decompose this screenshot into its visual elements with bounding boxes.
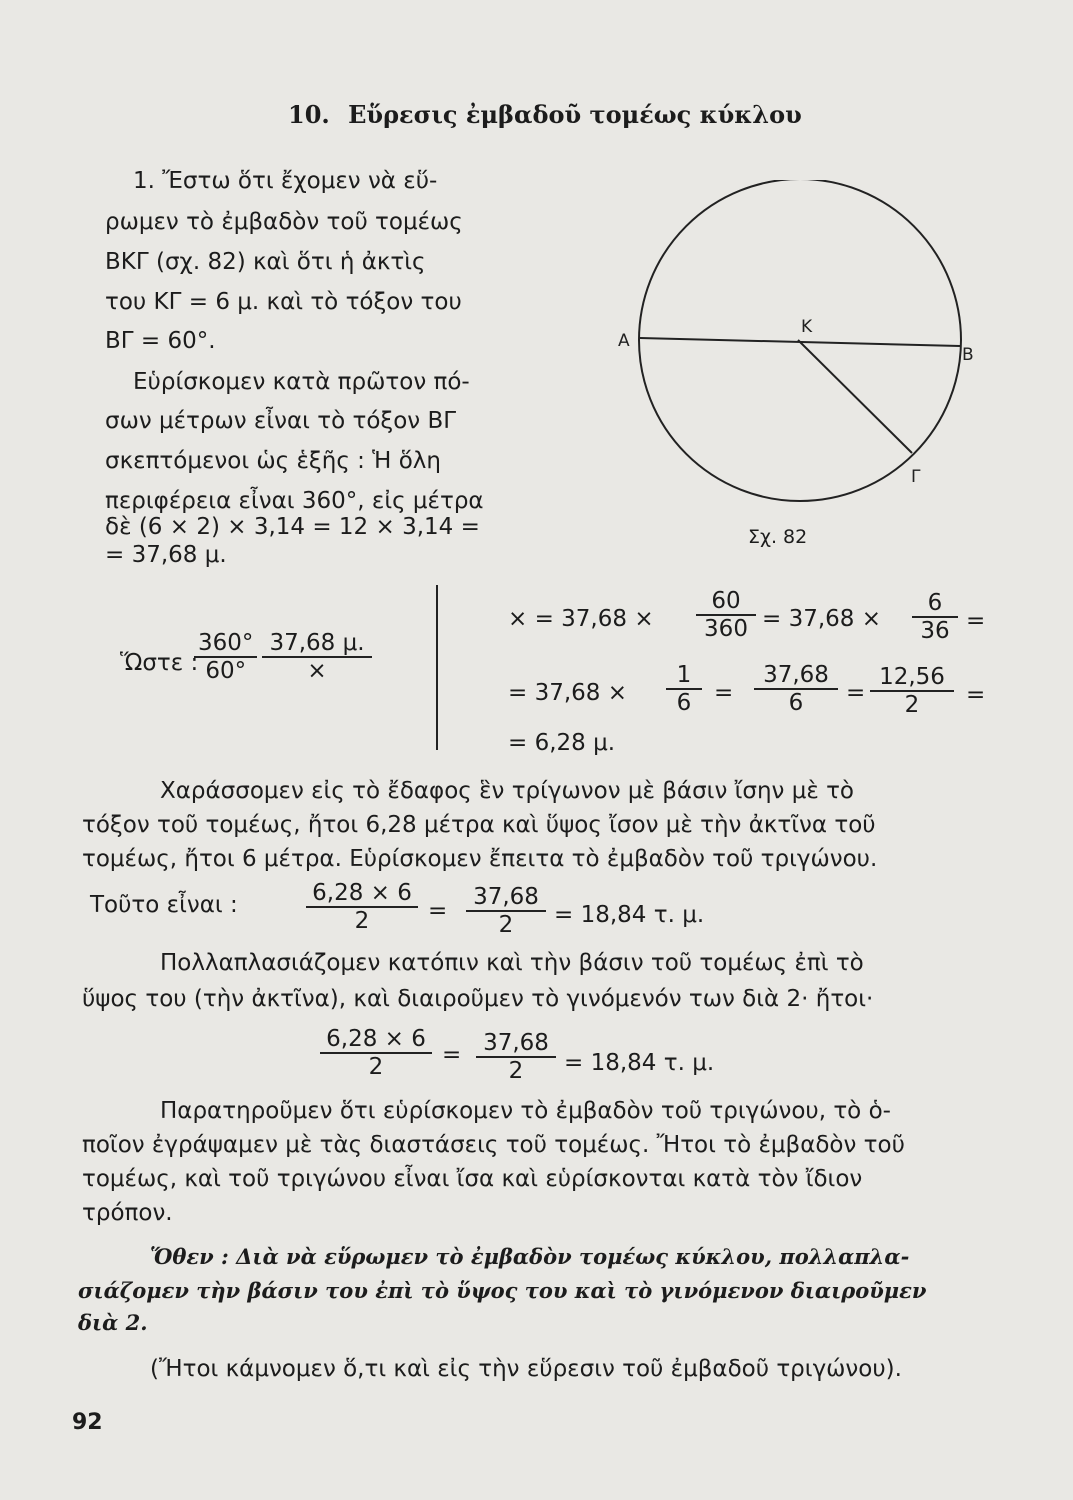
- figure-circle-sector: [600, 180, 1000, 560]
- denominator: 2: [498, 912, 514, 938]
- paragraph-line: Χαράσσομεν εἰς τὸ ἔδαφος ἓν τρίγωνον μὲ βάσιν ἴσην μὲ τὸ: [160, 778, 854, 804]
- equation-result: = 18,84 τ. μ.: [564, 1050, 715, 1076]
- rule-line: σιάζομεν τὴν βάσιν του ἐπὶ τὸ ὕψος του καὶ τὸ γινόμενον διαιροῦμεν: [78, 1278, 927, 1303]
- paragraph-line: τομέως, καὶ τοῦ τριγώνου εἶναι ἴσα καὶ εὑρίσκονται κατὰ τὸν ἴδιον: [82, 1166, 863, 1192]
- figure-caption: Σχ. 82: [748, 526, 808, 548]
- equation-prefix: Τοῦτο εἶναι :: [90, 892, 238, 918]
- numerator: 6,28 × 6: [320, 1026, 432, 1054]
- fraction-3768-2: [466, 884, 546, 938]
- denominator: 60°: [205, 658, 247, 684]
- intro-line: Εὑρίσκομεν κατὰ πρῶτον πό-: [133, 369, 470, 395]
- intro-line: περιφέρεια εἶναι 360°, εἰς μέτρα: [105, 488, 484, 514]
- paragraph-line: ποῖον ἐγράψαμεν μὲ τὰς διαστάσεις τοῦ τομέως. Ἤτοι τὸ ἐμβαδὸν τοῦ: [82, 1132, 905, 1158]
- calc-text: = 37,68 ×: [762, 606, 882, 632]
- numerator: 360°: [194, 630, 257, 658]
- equals-sign: =: [428, 898, 448, 924]
- numerator: 37,68: [476, 1030, 556, 1058]
- paragraph-line: Πολλαπλασιάζομεν κατόπιν καὶ τὴν βάσιν τοῦ τομέως ἐπὶ τὸ: [160, 950, 864, 976]
- fraction-360-60: [194, 630, 257, 684]
- denominator: 2: [368, 1054, 384, 1080]
- numerator: 1: [666, 662, 702, 690]
- numerator: 60: [696, 588, 756, 616]
- fraction-3768-6: [754, 662, 838, 716]
- rule-line: διὰ 2.: [78, 1310, 148, 1335]
- fraction-1256-2: [870, 664, 954, 718]
- fraction-3768-x: [262, 630, 372, 684]
- calc-text: × = 37,68 ×: [508, 606, 654, 632]
- section-title: Εὕρεσις ἐμβαδοῦ τομέως κύκλου: [348, 100, 802, 129]
- numerator: 37,68: [466, 884, 546, 912]
- vertical-divider: [436, 585, 438, 750]
- numerator: 12,56: [870, 664, 954, 692]
- label-K: Κ: [801, 317, 813, 337]
- calc-text: =: [714, 680, 734, 706]
- denominator: 36: [920, 618, 950, 644]
- equation-result: = 18,84 τ. μ.: [554, 902, 705, 928]
- section-heading: [288, 100, 802, 129]
- denominator: 6: [788, 690, 804, 716]
- paragraph-line: τρόπον.: [82, 1200, 173, 1226]
- denominator: ×: [307, 658, 327, 684]
- calc-text: =: [966, 682, 986, 708]
- numerator: 6: [912, 590, 958, 618]
- note: (Ἤτοι κάμνομεν ὅ,τι καὶ εἰς τὴν εὕρεσιν τοῦ ἐμβαδοῦ τριγώνου).: [150, 1356, 902, 1382]
- denominator: 360: [704, 616, 748, 642]
- intro-line: 1. Ἔστω ὅτι ἔχομεν νὰ εὕ-: [133, 168, 438, 194]
- fraction-628x6-2: [320, 1026, 432, 1080]
- rule-line: Ὅθεν : Διὰ νὰ εὕρωμεν τὸ ἐμβαδὸν τομέως κύκλου, πολλαπλα-: [150, 1244, 910, 1269]
- fraction-6-36: [912, 590, 958, 644]
- paragraph-line: τόξον τοῦ τομέως, ἤτοι 6,28 μέτρα καὶ ὕψος ἴσον μὲ τὴν ἀκτῖνα τοῦ: [82, 812, 876, 838]
- label-G: Γ: [911, 467, 921, 487]
- radius-line: [798, 340, 912, 453]
- paragraph-line: τομέως, ἤτοι 6 μέτρα. Εὑρίσκομεν ἔπειτα τὸ ἐμβαδὸν τοῦ τριγώνου.: [82, 846, 878, 872]
- denominator: 2: [904, 692, 920, 718]
- intro-line: ρωμεν τὸ ἐμβαδὸν τοῦ τομέως: [105, 209, 463, 235]
- fraction-1-6: [666, 662, 702, 716]
- circle: [639, 180, 961, 501]
- proportion-prefix: Ὥστε :: [120, 650, 199, 676]
- numerator: 37,68 μ.: [262, 630, 372, 658]
- label-B: Β: [962, 345, 974, 365]
- section-number: 10.: [288, 100, 330, 129]
- calc-text: =: [846, 680, 866, 706]
- fraction-3768-2: [476, 1030, 556, 1084]
- intro-line: = 37,68 μ.: [105, 542, 227, 568]
- intro-line: ΒΓ = 60°.: [105, 328, 216, 354]
- label-A: Α: [618, 331, 630, 351]
- intro-line: του ΚΓ = 6 μ. καὶ τὸ τόξον του: [105, 289, 462, 315]
- intro-line: σκεπτόμενοι ὡς ἑξῆς : Ἡ ὅλη: [105, 448, 441, 474]
- page-number: 92: [72, 1410, 103, 1435]
- paragraph-line: Παρατηροῦμεν ὅτι εὑρίσκομεν τὸ ἐμβαδὸν τοῦ τριγώνου, τὸ ὁ-: [160, 1098, 891, 1124]
- calc-text: =: [966, 608, 986, 634]
- fraction-628x6-2: [306, 880, 418, 934]
- calc-result: = 6,28 μ.: [508, 730, 616, 756]
- fraction-60-360: [696, 588, 756, 642]
- intro-line: σων μέτρων εἶναι τὸ τόξον ΒΓ: [105, 408, 457, 434]
- equals-sign: =: [442, 1042, 462, 1068]
- intro-line: ΒΚΓ (σχ. 82) καὶ ὅτι ἡ ἀκτὶς: [105, 249, 426, 275]
- calc-text: = 37,68 ×: [508, 680, 628, 706]
- denominator: 2: [508, 1058, 524, 1084]
- denominator: 6: [676, 690, 692, 716]
- intro-line: δὲ (6 × 2) × 3,14 = 12 × 3,14 =: [105, 514, 480, 540]
- numerator: 6,28 × 6: [306, 880, 418, 908]
- denominator: 2: [354, 908, 370, 934]
- paragraph-line: ὕψος του (τὴν ἀκτῖνα), καὶ διαιροῦμεν τὸ γινόμενόν των διὰ 2· ἤτοι·: [82, 986, 874, 1012]
- numerator: 37,68: [754, 662, 838, 690]
